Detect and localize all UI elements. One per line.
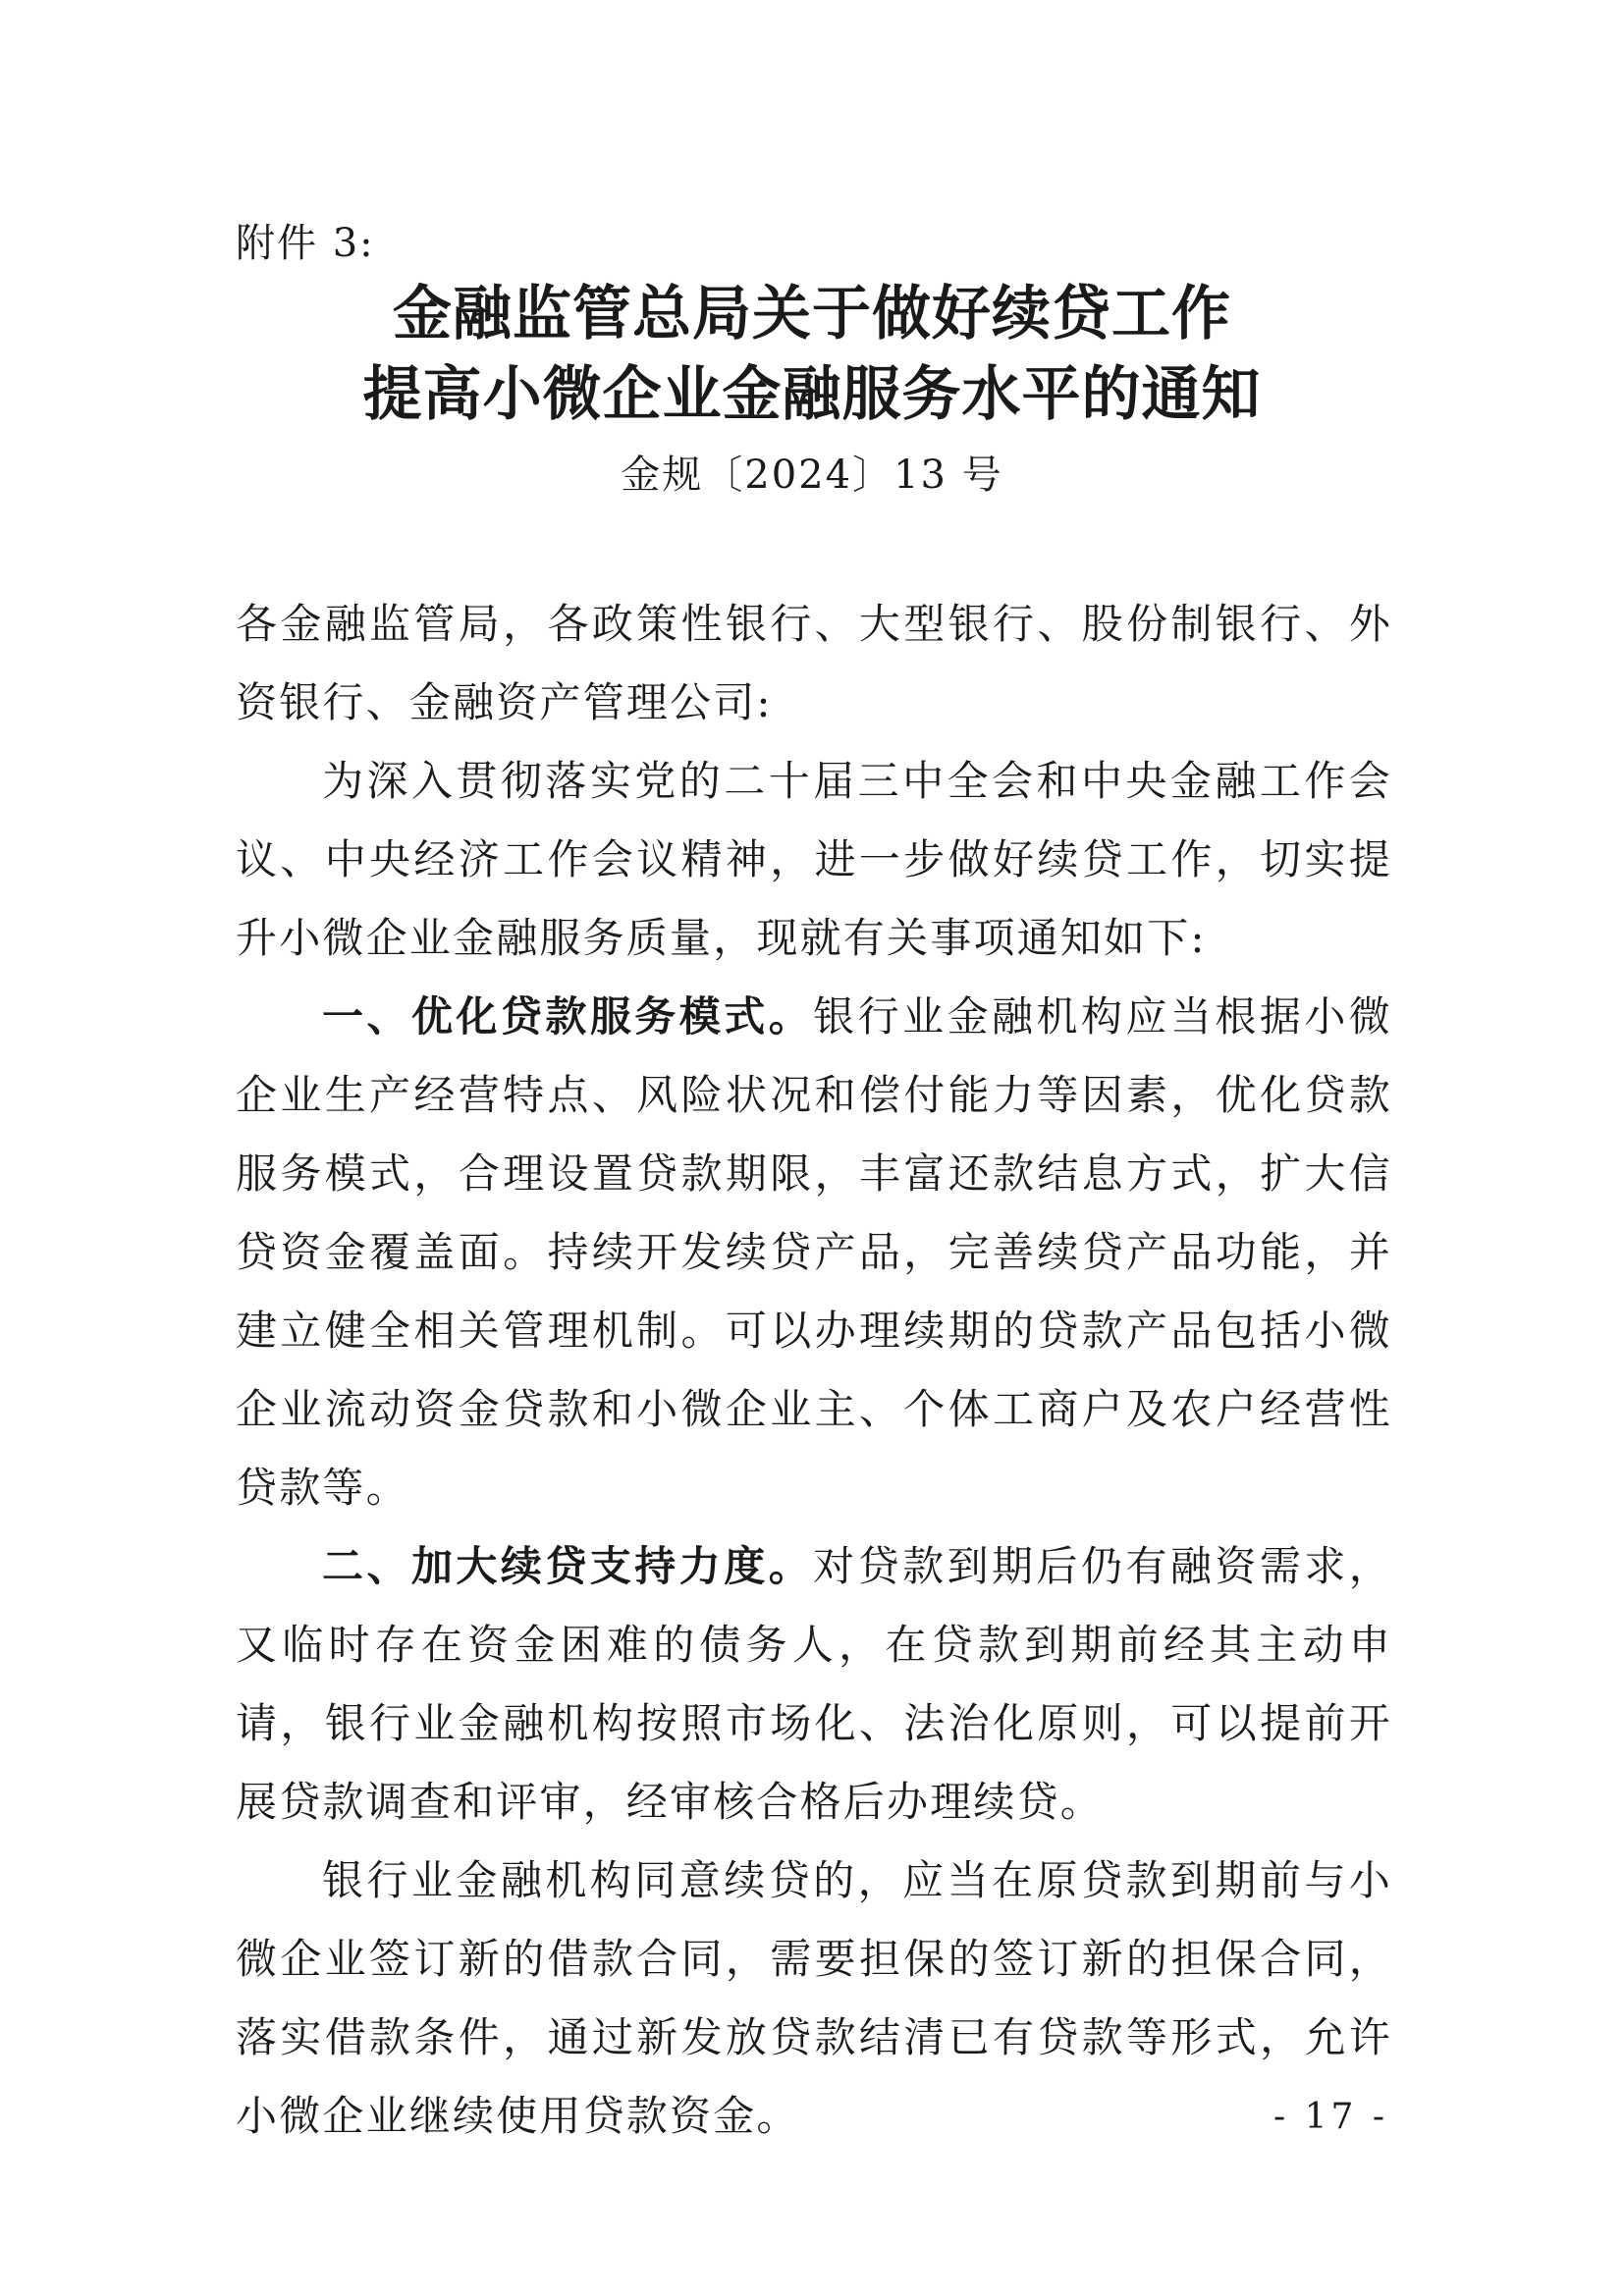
addressee: 各金融监管局，各政策性银行、大型银行、股份制银行、外资银行、金融资产管理公司: (236, 600, 1392, 726)
document-number: 金规〔2024〕13 号 (621, 453, 1003, 498)
section-2-text: 对贷款到期后仍有融资需求，又临时存在资金困难的债务人，在贷款到期前经其主动申请，银行业金融机构按照市场化、法治化原则，可以提前开展贷款调查和评审，经审核合格后办理续贷。 (236, 1542, 1393, 1826)
section-2-paragraph (236, 1527, 1392, 1842)
section-1-text: 银行业金融机构应当根据小微企业生产经营特点、风险状况和偿付能力等因素，优化贷款服务模式，合理设置贷款期限，丰富还款结息方式，扩大信贷资金覆盖面。持续开发续贷产品，完善续贷产品功能，并建立健全相关管理机制。可以办理续期的贷款产品包括小微企业流动资金贷款和小微企业主、个体工商户及农户经营性贷款等。 (236, 992, 1393, 1512)
document-body (236, 585, 1392, 2156)
section-2-heading: 二、加大续贷支持力度。 (322, 1542, 814, 1590)
section-1-heading: 一、优化贷款服务模式。 (322, 992, 814, 1041)
document-title-line-2: 提高小微企业金融服务水平的通知 (362, 360, 1262, 429)
document-title-line-1: 金融监管总局关于做好续贷工作 (393, 280, 1231, 348)
page-number: - 17 - (1272, 2097, 1388, 2137)
section-1-paragraph (236, 978, 1392, 1527)
attachment-label: 附件 3: (236, 221, 375, 266)
section-2-paragraph-2: 银行业金融机构同意续贷的，应当在原贷款到期前与小微企业签订新的借款合同，需要担保的签订新的担保合同，落实借款条件，通过新发放贷款结清已有贷款等形式，允许小微企业继续使用贷款资金。 (236, 1856, 1392, 2140)
intro-paragraph: 为深入贯彻落实党的二十届三中全会和中央金融工作会议、中央经济工作会议精神，进一步做好续贷工作，切实提升小微企业金融服务质量，现就有关事项通知如下: (236, 757, 1392, 962)
